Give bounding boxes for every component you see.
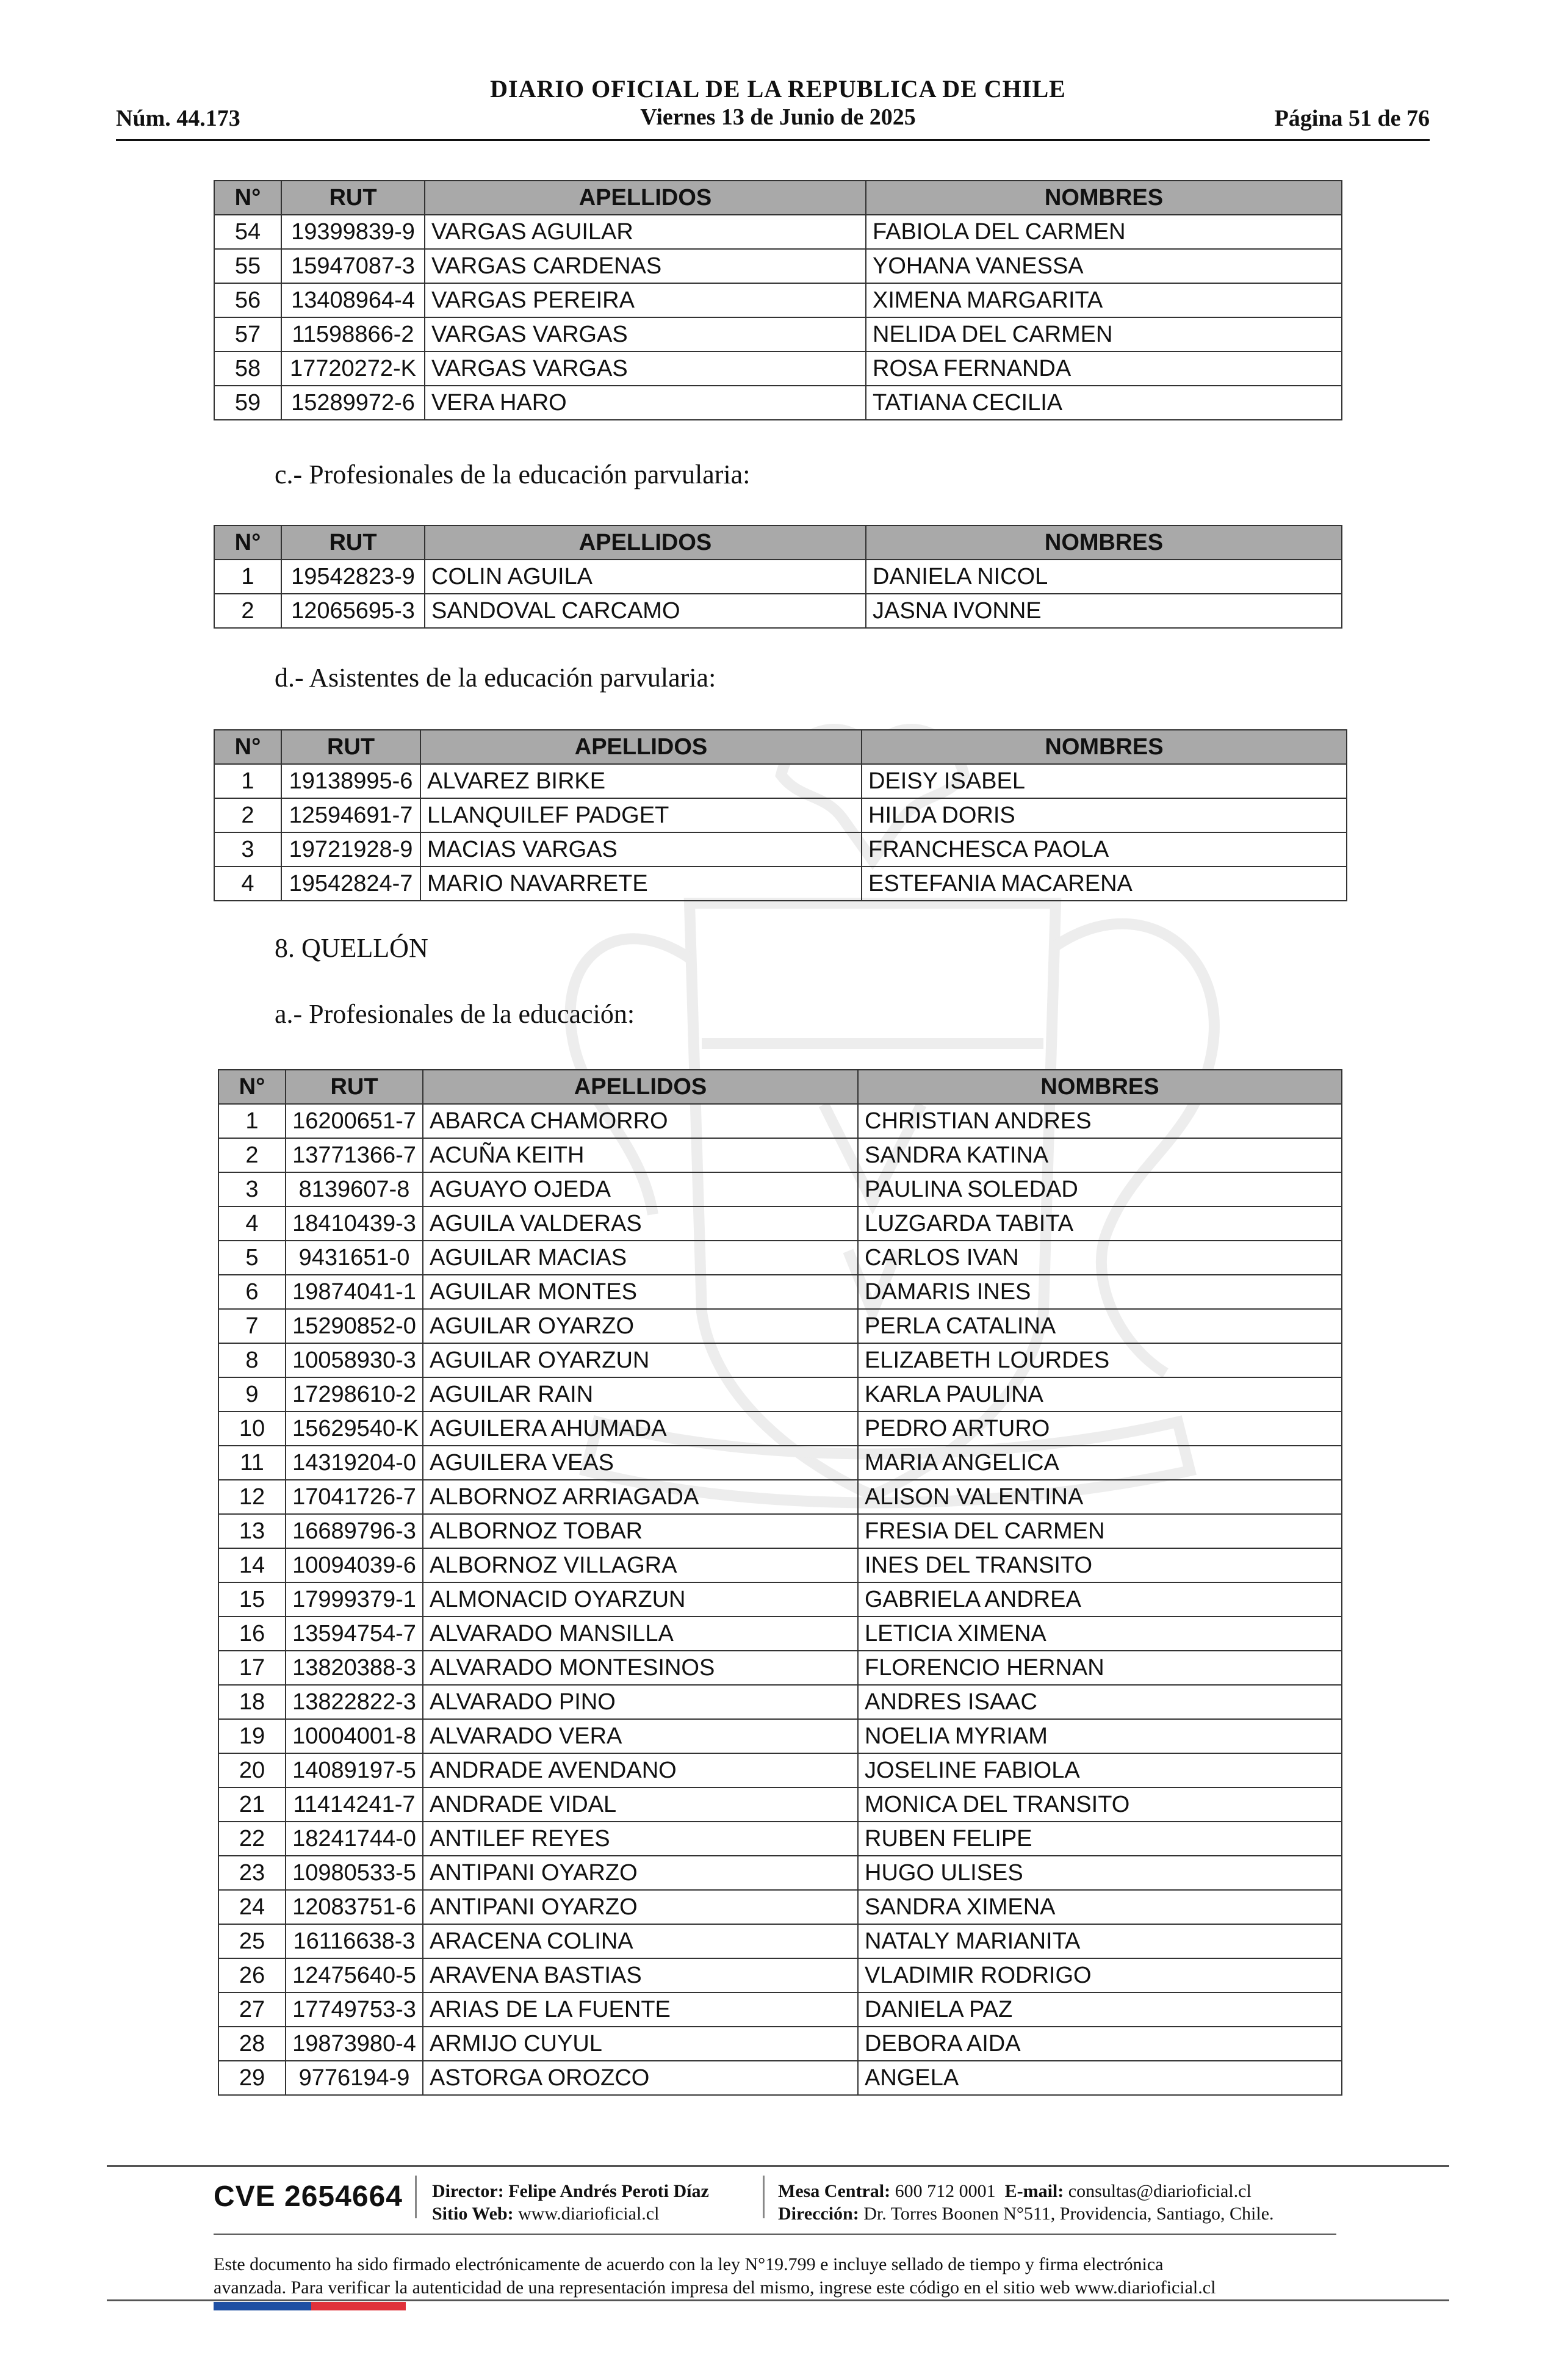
row-number: 23 [218,1856,286,1890]
quellon-professionals-table [218,1069,1342,2096]
table-row [218,1104,1342,1138]
table-header-row [214,525,1342,560]
table-row [214,249,1342,283]
apellidos-cell: AGUILAR OYARZUN [423,1343,858,1377]
apellidos-cell: ANTILEF REYES [423,1822,858,1856]
nombres-cell: DEISY ISABEL [862,764,1347,798]
apellidos-cell: VARGAS VARGAS [425,352,866,386]
header-number: N° [214,730,281,764]
apellidos-cell: ALVARADO VERA [423,1719,858,1753]
table-row [214,352,1342,386]
apellidos-cell: ABARCA CHAMORRO [423,1104,858,1138]
nombres-cell: XIMENA MARGARITA [866,283,1342,317]
apellidos-cell: AGUILAR MACIAS [423,1241,858,1275]
header-rut: RUT [286,1070,423,1104]
header-number: N° [214,525,281,560]
nombres-cell: JASNA IVONNE [866,594,1342,628]
table-row [218,1958,1342,1992]
rut-cell: 19874041-1 [286,1275,423,1309]
table-row [214,798,1347,832]
nombres-cell: HILDA DORIS [862,798,1347,832]
email-link[interactable]: consultas@diarioficial.cl [1068,2181,1252,2201]
rut-cell: 17041726-7 [286,1480,423,1514]
rut-cell: 18241744-0 [286,1822,423,1856]
footer-divider-mid [214,2234,1336,2235]
rut-cell: 10094039-6 [286,1548,423,1582]
table-row [218,1890,1342,1924]
table-row [218,2027,1342,2061]
row-number: 5 [218,1241,286,1275]
apellidos-cell: ARACENA COLINA [423,1924,858,1958]
apellidos-cell: ALVAREZ BIRKE [420,764,862,798]
nombres-cell: FLORENCIO HERNAN [858,1651,1342,1685]
rut-cell: 14089197-5 [286,1753,423,1787]
nombres-cell: ANDRES ISAAC [858,1685,1342,1719]
apellidos-cell: SANDOVAL CARCAMO [425,594,866,628]
newspaper-title: DIARIO OFICIAL DE LA REPUBLICA DE CHILE [490,75,1066,103]
rut-cell: 16200651-7 [286,1104,423,1138]
rut-cell: 12475640-5 [286,1958,423,1992]
header-apellidos: APELLIDOS [425,181,866,215]
nombres-cell: GABRIELA ANDREA [858,1582,1342,1617]
row-number: 54 [214,215,281,249]
apellidos-cell: AGUAYO OJEDA [423,1172,858,1206]
row-number: 3 [218,1172,286,1206]
row-number: 55 [214,249,281,283]
table-row [218,1241,1342,1275]
row-number: 9 [218,1377,286,1412]
row-number: 29 [218,2061,286,2095]
legal-line-2: avanzada. Para verificar la autenticidad de una representación impresa del mismo, ingrese este código en el sitio web www.diarioficial.cl [214,2277,1216,2298]
legal-line-1: Este documento ha sido firmado electrónicamente de acuerdo con la ley N°19.799 e incluye sellado de tiempo y firma electrónica [214,2254,1164,2274]
nombres-cell: DAMARIS INES [858,1275,1342,1309]
apellidos-cell: ARIAS DE LA FUENTE [423,1992,858,2027]
header-nombres: NOMBRES [858,1070,1342,1104]
rut-cell: 9776194-9 [286,2061,423,2095]
cve-code: CVE 2654664 [214,2180,403,2213]
table-row [218,1309,1342,1343]
rut-cell: 15629540-K [286,1412,423,1446]
nombres-cell: SANDRA KATINA [858,1138,1342,1172]
nombres-cell: DANIELA PAZ [858,1992,1342,2027]
rut-cell: 14319204-0 [286,1446,423,1480]
rut-cell: 13820388-3 [286,1651,423,1685]
row-number: 18 [218,1685,286,1719]
footer-separator [763,2176,765,2218]
header-divider [116,139,1430,141]
rut-cell: 12594691-7 [281,798,420,832]
rut-cell: 19542823-9 [281,560,425,594]
nombres-cell: VLADIMIR RODRIGO [858,1958,1342,1992]
apellidos-cell: AGUILA VALDERAS [423,1206,858,1241]
row-number: 4 [214,867,281,901]
nombres-cell: FRANCHESCA PAOLA [862,832,1347,867]
nombres-cell: CHRISTIAN ANDRES [858,1104,1342,1138]
row-number: 13 [218,1514,286,1548]
apellidos-cell: ANTIPANI OYARZO [423,1856,858,1890]
table-row [218,1172,1342,1206]
table-row [214,215,1342,249]
apellidos-cell: ARAVENA BASTIAS [423,1958,858,1992]
row-number: 20 [218,1753,286,1787]
site-label: Sitio Web: [432,2204,514,2224]
address-label: Dirección: [778,2204,859,2224]
nombres-cell: ROSA FERNANDA [866,352,1342,386]
row-number: 2 [214,594,281,628]
flag-stripe-blue [214,2302,311,2310]
rut-cell: 19138995-6 [281,764,420,798]
row-number: 8 [218,1343,286,1377]
nombres-cell: DANIELA NICOL [866,560,1342,594]
rut-cell: 16689796-3 [286,1514,423,1548]
director-label: Director: [432,2181,504,2201]
rut-cell: 13594754-7 [286,1617,423,1651]
apellidos-cell: ANDRADE AVENDANO [423,1753,858,1787]
row-number: 25 [218,1924,286,1958]
apellidos-cell: AGUILAR OYARZO [423,1309,858,1343]
header-apellidos: APELLIDOS [423,1070,858,1104]
footer-director-block [432,2180,709,2225]
table-row [218,1480,1342,1514]
section-heading-a: a.- Profesionales de la educación: [275,999,635,1029]
table-row [214,283,1342,317]
table-row [218,1719,1342,1753]
row-number: 12 [218,1480,286,1514]
rut-cell: 15947087-3 [281,249,425,283]
row-number: 1 [214,560,281,594]
row-number: 11 [218,1446,286,1480]
apellidos-cell: ANDRADE VIDAL [423,1787,858,1822]
row-number: 57 [214,317,281,352]
table-row [214,832,1347,867]
rut-cell: 13408964-4 [281,283,425,317]
rut-cell: 19721928-9 [281,832,420,867]
nombres-cell: PERLA CATALINA [858,1309,1342,1343]
nombres-cell: ALISON VALENTINA [858,1480,1342,1514]
header-nombres: NOMBRES [862,730,1347,764]
header-number: N° [218,1070,286,1104]
parvularia-professionals-table [214,525,1342,629]
rut-cell: 12083751-6 [286,1890,423,1924]
section-heading-d: d.- Asistentes de la educación parvularia: [275,663,716,693]
row-number: 24 [218,1890,286,1924]
rut-cell: 12065695-3 [281,594,425,628]
table-row [214,560,1342,594]
address-value: Dr. Torres Boonen N°511, Providencia, Santiago, Chile. [863,2204,1274,2224]
table-header-row [214,181,1342,215]
nombres-cell: ESTEFANIA MACARENA [862,867,1347,901]
apellidos-cell: ALVARADO MONTESINOS [423,1651,858,1685]
row-number: 10 [218,1412,286,1446]
table-row [218,2061,1342,2095]
apellidos-cell: VARGAS VARGAS [425,317,866,352]
issue-date: Viernes 13 de Junio de 2025 [640,104,916,130]
row-number: 16 [218,1617,286,1651]
nombres-cell: NOELIA MYRIAM [858,1719,1342,1753]
nombres-cell: JOSELINE FABIOLA [858,1753,1342,1787]
nombres-cell: INES DEL TRANSITO [858,1548,1342,1582]
nombres-cell: NATALY MARIANITA [858,1924,1342,1958]
row-number: 1 [218,1104,286,1138]
table-row [218,1651,1342,1685]
nombres-cell: PEDRO ARTURO [858,1412,1342,1446]
table-row [218,1582,1342,1617]
apellidos-cell: ALBORNOZ TOBAR [423,1514,858,1548]
legal-notice [214,2253,1373,2299]
rut-cell: 13822822-3 [286,1685,423,1719]
table-row [218,1548,1342,1582]
apellidos-cell: VERA HARO [425,386,866,420]
header-apellidos: APELLIDOS [420,730,862,764]
rut-cell: 17720272-K [281,352,425,386]
issue-number: Núm. 44.173 [116,106,240,131]
row-number: 3 [214,832,281,867]
apellidos-cell: ALBORNOZ ARRIAGADA [423,1480,858,1514]
table-row [218,1514,1342,1548]
rut-cell: 9431651-0 [286,1241,423,1275]
nombres-cell: HUGO ULISES [858,1856,1342,1890]
header-apellidos: APELLIDOS [425,525,866,560]
table-row [218,1822,1342,1856]
nombres-cell: ELIZABETH LOURDES [858,1343,1342,1377]
nombres-cell: FABIOLA DEL CARMEN [866,215,1342,249]
table-row [218,1138,1342,1172]
table-header-row [214,730,1347,764]
rut-cell: 17749753-3 [286,1992,423,2027]
apellidos-cell: ALVARADO PINO [423,1685,858,1719]
header-rut: RUT [281,730,420,764]
table-row [218,1924,1342,1958]
mesa-label: Mesa Central: [778,2181,891,2201]
table-row [214,317,1342,352]
rut-cell: 10004001-8 [286,1719,423,1753]
table-header-row [218,1070,1342,1104]
nombres-cell: FRESIA DEL CARMEN [858,1514,1342,1548]
nombres-cell: DEBORA AIDA [858,2027,1342,2061]
nombres-cell: CARLOS IVAN [858,1241,1342,1275]
rut-cell: 11598866-2 [281,317,425,352]
rut-cell: 19873980-4 [286,2027,423,2061]
row-number: 27 [218,1992,286,2027]
nombres-cell: SANDRA XIMENA [858,1890,1342,1924]
table-row [214,764,1347,798]
apellidos-cell: VARGAS PEREIRA [425,283,866,317]
row-number: 56 [214,283,281,317]
rut-cell: 17298610-2 [286,1377,423,1412]
table-row [218,1275,1342,1309]
nombres-cell: MARIA ANGELICA [858,1446,1342,1480]
row-number: 2 [218,1138,286,1172]
nombres-cell: MONICA DEL TRANSITO [858,1787,1342,1822]
header-number: N° [214,181,281,215]
row-number: 2 [214,798,281,832]
footer-divider-bottom [107,2299,1449,2301]
rut-cell: 19399839-9 [281,215,425,249]
header-nombres: NOMBRES [866,525,1342,560]
apellidos-cell: ALVARADO MANSILLA [423,1617,858,1651]
nombres-cell: PAULINA SOLEDAD [858,1172,1342,1206]
apellidos-cell: AGUILERA AHUMADA [423,1412,858,1446]
table-row [218,1206,1342,1241]
section-heading-c: c.- Profesionales de la educación parvularia: [275,460,751,489]
nombres-cell: NELIDA DEL CARMEN [866,317,1342,352]
row-number: 15 [218,1582,286,1617]
table-row [218,1753,1342,1787]
nombres-cell: ANGELA [858,2061,1342,2095]
table-row [218,1856,1342,1890]
rut-cell: 8139607-8 [286,1172,423,1206]
footer-contact-block [778,2180,1274,2225]
row-number: 4 [218,1206,286,1241]
director-name: Felipe Andrés Peroti Díaz [508,2181,709,2201]
row-number: 1 [214,764,281,798]
table-row [218,1343,1342,1377]
apellidos-cell: ALBORNOZ VILLAGRA [423,1548,858,1582]
parvularia-assistants-table [214,729,1347,901]
mesa-phone: 600 712 0001 [895,2181,996,2201]
apellidos-cell: MARIO NAVARRETE [420,867,862,901]
email-label: E-mail: [1004,2181,1064,2201]
apellidos-cell: ASTORGA OROZCO [423,2061,858,2095]
rut-cell: 17999379-1 [286,1582,423,1617]
apellidos-cell: VARGAS AGUILAR [425,215,866,249]
table-row [218,1412,1342,1446]
table-row [218,1446,1342,1480]
rut-cell: 11414241-7 [286,1787,423,1822]
nombres-cell: LETICIA XIMENA [858,1617,1342,1651]
footer-divider-top [107,2165,1449,2167]
section-heading-quellon: 8. QUELLÓN [275,933,428,963]
apellidos-cell: LLANQUILEF PADGET [420,798,862,832]
row-number: 26 [218,1958,286,1992]
row-number: 17 [218,1651,286,1685]
rut-cell: 15290852-0 [286,1309,423,1343]
header-nombres: NOMBRES [866,181,1342,215]
apellidos-cell: AGUILERA VEAS [423,1446,858,1480]
rut-cell: 19542824-7 [281,867,420,901]
row-number: 58 [214,352,281,386]
apellidos-cell: COLIN AGUILA [425,560,866,594]
row-number: 59 [214,386,281,420]
page-indicator: Página 51 de 76 [1274,106,1430,131]
row-number: 22 [218,1822,286,1856]
nombres-cell: TATIANA CECILIA [866,386,1342,420]
table-row [214,594,1342,628]
table-row [218,1617,1342,1651]
apellidos-cell: AGUILAR RAIN [423,1377,858,1412]
apellidos-cell: VARGAS CARDENAS [425,249,866,283]
apellidos-cell: AGUILAR MONTES [423,1275,858,1309]
footer-separator [415,2176,417,2218]
nombres-cell: LUZGARDA TABITA [858,1206,1342,1241]
rut-cell: 10058930-3 [286,1343,423,1377]
row-number: 7 [218,1309,286,1343]
rut-cell: 15289972-6 [281,386,425,420]
table-row [218,1787,1342,1822]
nombres-cell: KARLA PAULINA [858,1377,1342,1412]
header-rut: RUT [281,181,425,215]
staff-table-continued [214,180,1342,420]
rut-cell: 13771366-7 [286,1138,423,1172]
apellidos-cell: ARMIJO CUYUL [423,2027,858,2061]
rut-cell: 18410439-3 [286,1206,423,1241]
rut-cell: 10980533-5 [286,1856,423,1890]
site-link[interactable]: www.diarioficial.cl [518,2204,660,2224]
rut-cell: 16116638-3 [286,1924,423,1958]
header-rut: RUT [281,525,425,560]
table-row [214,386,1342,420]
flag-stripe-red [311,2302,406,2310]
apellidos-cell: ACUÑA KEITH [423,1138,858,1172]
apellidos-cell: ALMONACID OYARZUN [423,1582,858,1617]
row-number: 14 [218,1548,286,1582]
table-row [218,1685,1342,1719]
row-number: 21 [218,1787,286,1822]
apellidos-cell: ANTIPANI OYARZO [423,1890,858,1924]
row-number: 28 [218,2027,286,2061]
table-row [218,1377,1342,1412]
nombres-cell: RUBEN FELIPE [858,1822,1342,1856]
row-number: 6 [218,1275,286,1309]
table-row [218,1992,1342,2027]
table-row [214,867,1347,901]
row-number: 19 [218,1719,286,1753]
nombres-cell: YOHANA VANESSA [866,249,1342,283]
apellidos-cell: MACIAS VARGAS [420,832,862,867]
